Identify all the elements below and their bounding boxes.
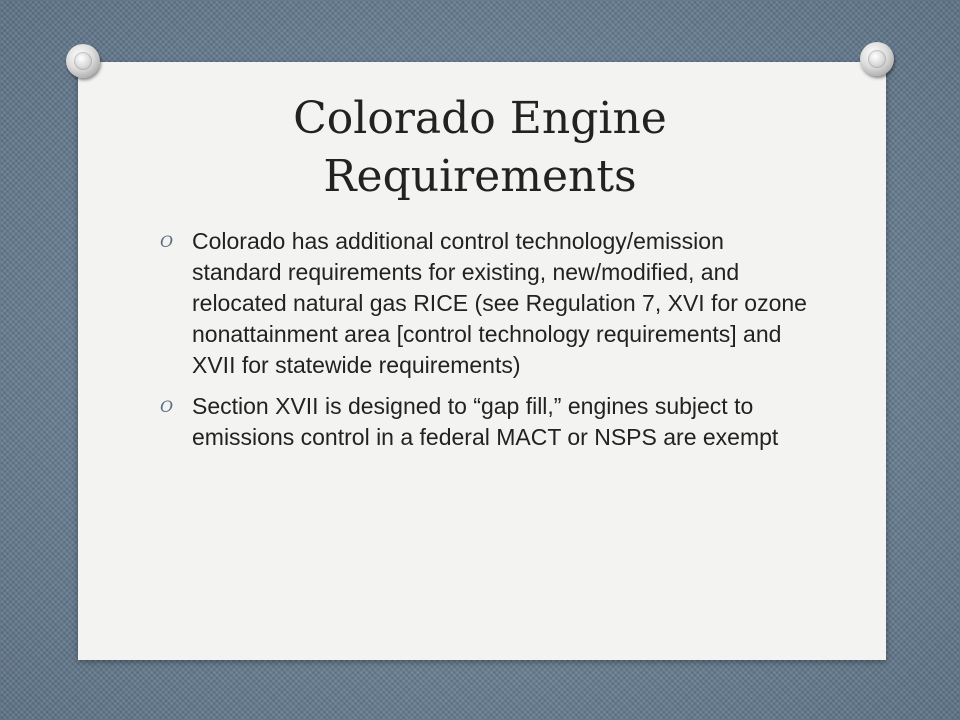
bullet-text-1: Colorado has additional control technology/emission standard requirements for existing, new/modified, and relocated natural gas RICE (see Regulation 7, XVI for ozone nonattainment area [control technology requirements] and XVII for statewide requirements) bbox=[192, 228, 807, 378]
bullet-marker-icon: O bbox=[160, 232, 174, 251]
bullet-text-2: Section XVII is designed to “gap fill,” engines subject to emissions control in a federal MACT or NSPS are exempt bbox=[192, 393, 779, 450]
bullet-marker-icon: O bbox=[160, 397, 174, 416]
slide-title-line-2: Requirements bbox=[323, 151, 637, 202]
pushpin-right-icon bbox=[860, 42, 894, 76]
bullet-item-2 bbox=[158, 391, 818, 453]
slide-title-line-1: Colorado Engine bbox=[293, 93, 667, 144]
pushpin-left-icon bbox=[66, 44, 100, 78]
bullet-list bbox=[158, 226, 818, 463]
bullet-item-1 bbox=[158, 226, 818, 381]
slide-title bbox=[0, 90, 960, 206]
